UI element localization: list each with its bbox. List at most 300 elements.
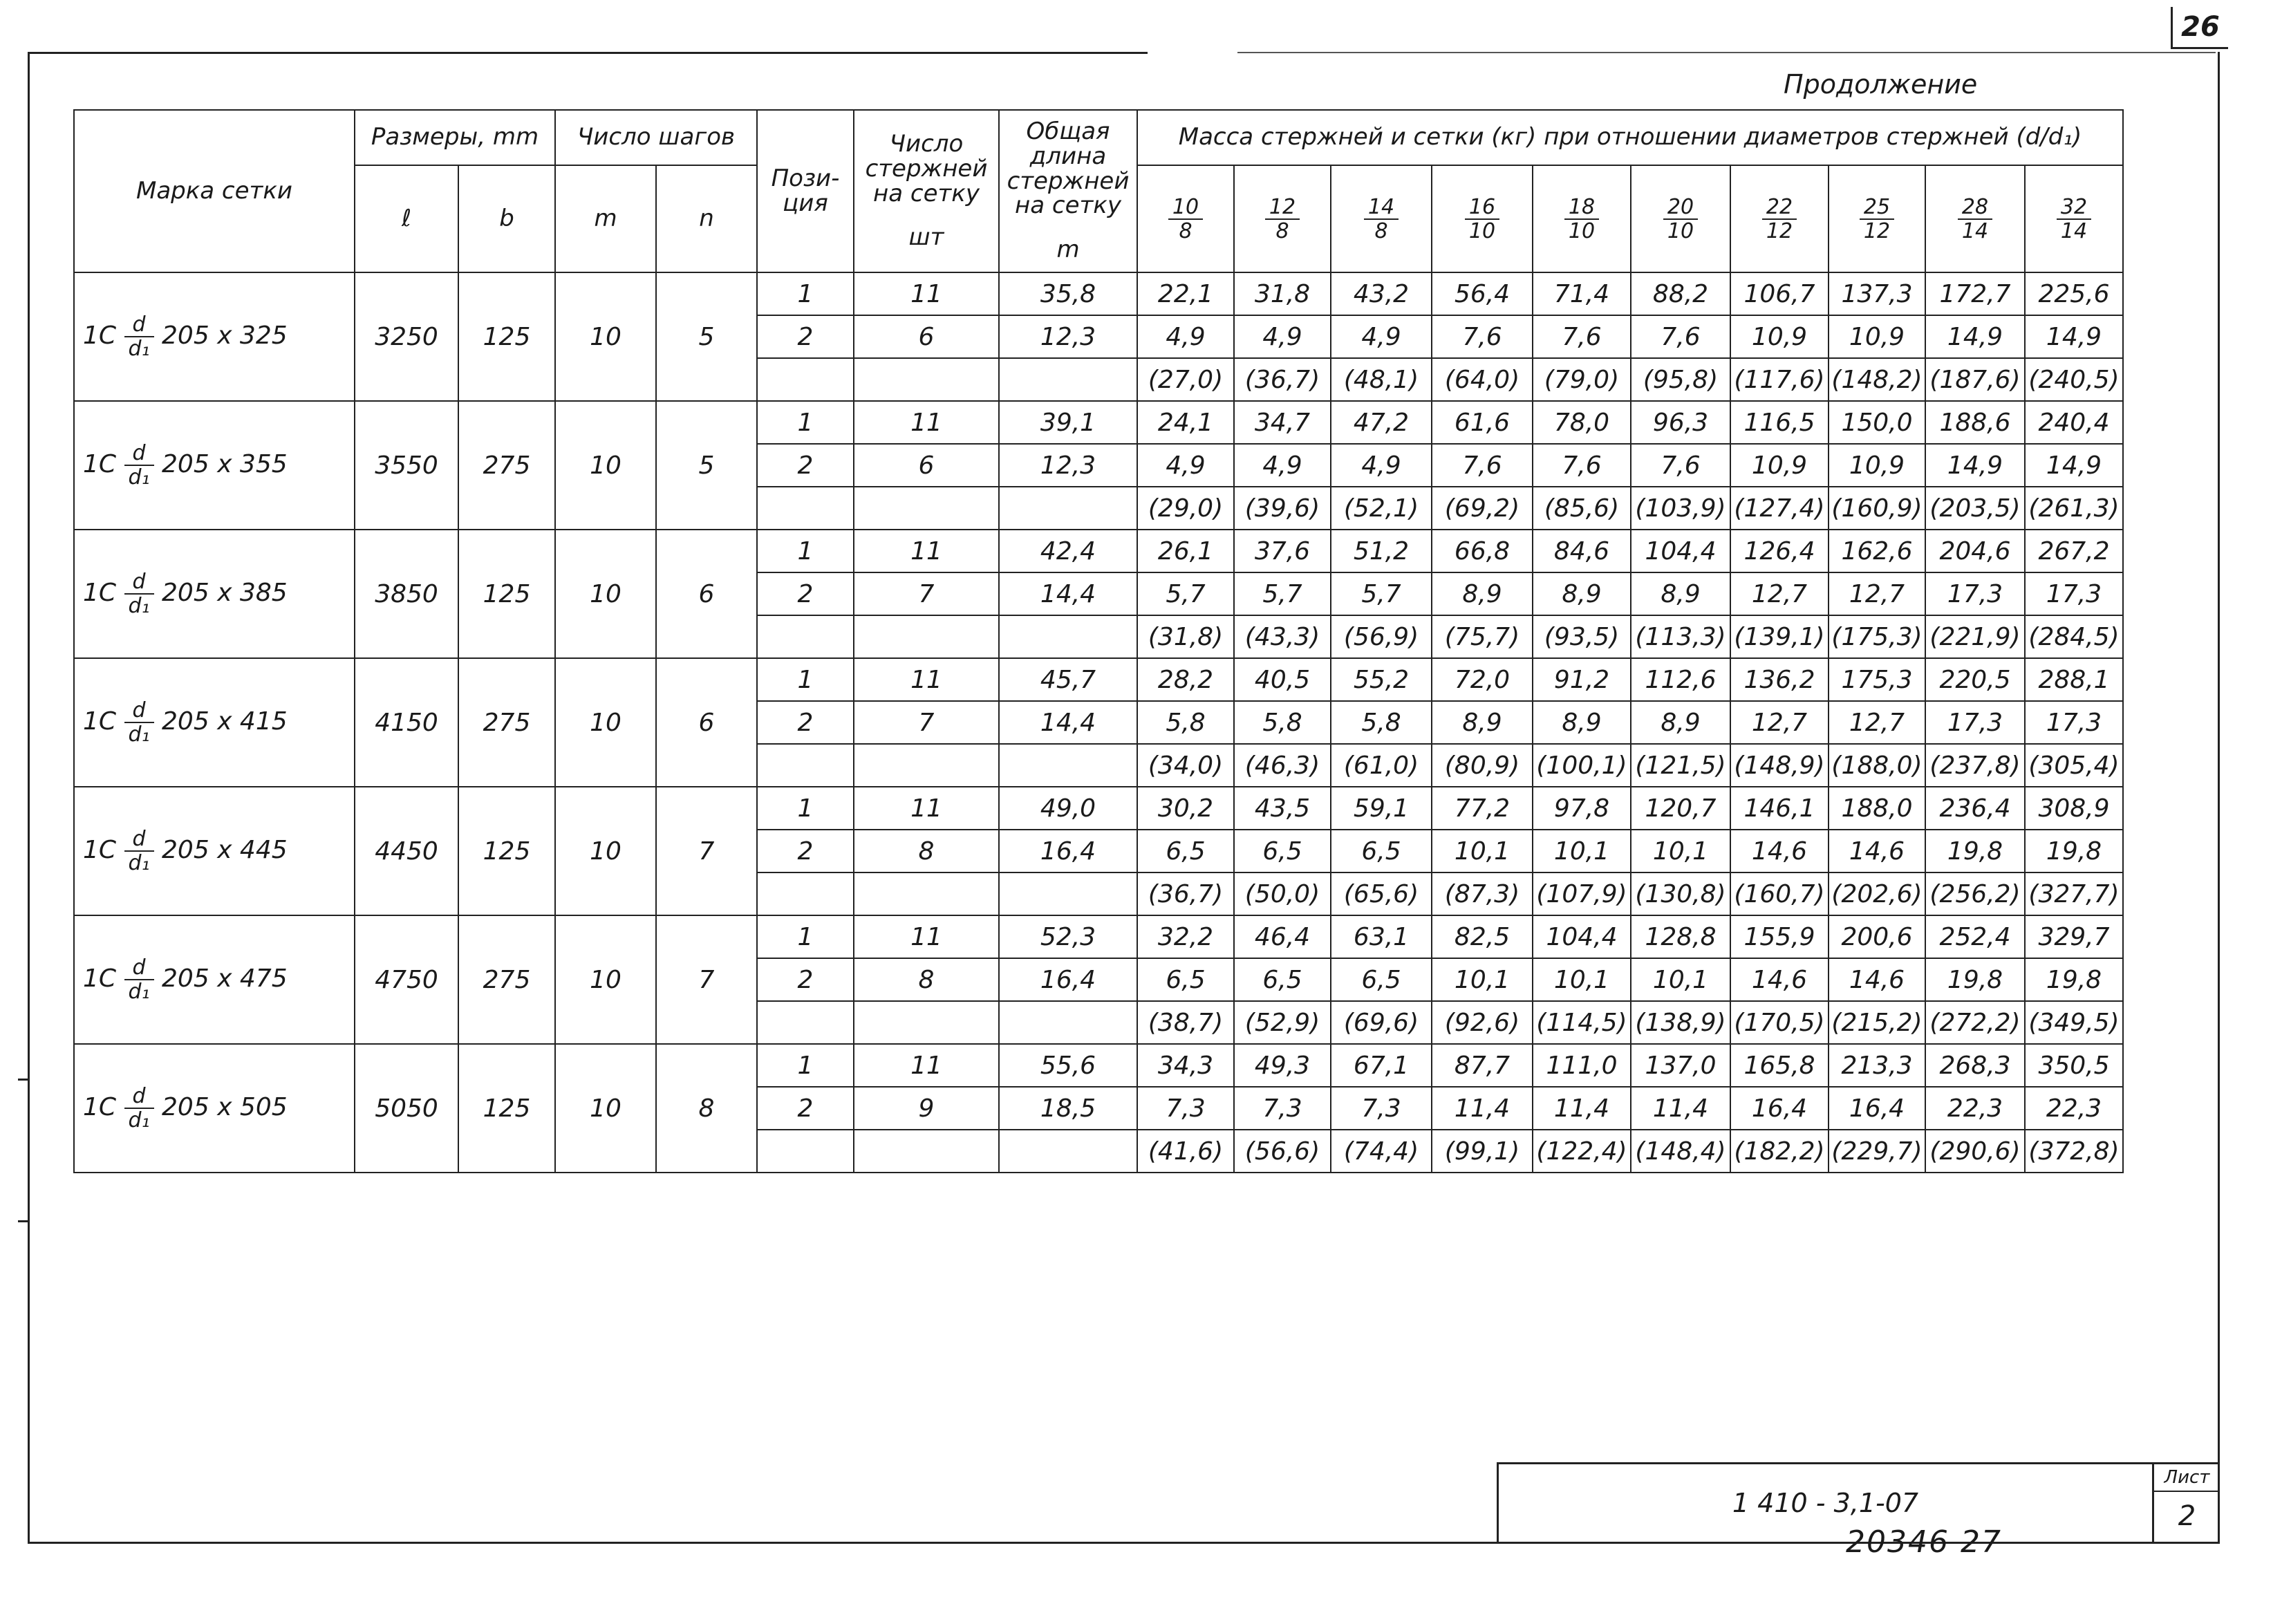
mass-cell: 104,4: [1533, 915, 1631, 958]
bars-count-cell: 8: [854, 958, 999, 1001]
sheet-label: Лист: [2154, 1464, 2220, 1492]
mass-cell: 91,2: [1533, 658, 1631, 701]
mesh-mass-cell: (61,0): [1331, 744, 1432, 787]
mass-cell: 26,1: [1137, 530, 1234, 572]
mark-size: 205 x 415: [162, 707, 288, 736]
mark-fraction-numerator: d: [124, 699, 154, 723]
mark-fraction-numerator: d: [124, 442, 154, 466]
mass-cell: 30,2: [1137, 787, 1234, 830]
mesh-mass-cell: (188,0): [1829, 744, 1925, 787]
header-ratio: [1137, 165, 1234, 272]
mass-cell: 7,3: [1137, 1087, 1234, 1130]
mesh-mass-cell: (122,4): [1533, 1130, 1631, 1173]
dim-b: 275: [458, 658, 555, 787]
table-row: [74, 915, 2123, 958]
header-total-length: [999, 110, 1137, 272]
total-length-cell: 39,1: [999, 401, 1137, 444]
mass-cell: 14,9: [2025, 444, 2123, 487]
total-length-cell: 49,0: [999, 787, 1137, 830]
mesh-mass-cell: (43,3): [1234, 615, 1331, 658]
mass-cell: 6,5: [1137, 958, 1234, 1001]
position-cell: [757, 615, 854, 658]
table-body: [74, 272, 2123, 1173]
mark-fraction-denominator: d₁: [128, 722, 150, 747]
position-cell: 2: [757, 1087, 854, 1130]
mesh-mass-cell: (175,3): [1829, 615, 1925, 658]
mass-cell: 14,6: [1829, 958, 1925, 1001]
mass-cell: 4,9: [1331, 444, 1432, 487]
bars-count-cell: 11: [854, 401, 999, 444]
ratio-fraction-denominator: 10: [1568, 218, 1596, 243]
mass-cell: 128,8: [1631, 915, 1730, 958]
dim-n: 8: [656, 1044, 757, 1173]
ratio-fraction-denominator: 14: [2060, 218, 2088, 243]
mass-cell: 4,9: [1234, 444, 1331, 487]
table-row: [74, 530, 2123, 572]
total-length-cell: [999, 872, 1137, 915]
mesh-mass-cell: (103,9): [1631, 487, 1730, 530]
mark-size: 205 x 445: [162, 836, 288, 864]
mass-cell: 7,6: [1631, 444, 1730, 487]
mass-cell: 24,1: [1137, 401, 1234, 444]
mass-cell: 12,7: [1730, 572, 1829, 615]
mass-cell: 22,3: [1925, 1087, 2025, 1130]
document-code: 1 410 - 3,1-07: [1732, 1488, 1919, 1518]
mark-fraction: [124, 570, 154, 617]
mark-prefix: 1С: [83, 321, 117, 350]
mesh-mass-cell: (148,2): [1829, 358, 1925, 401]
mark-prefix: 1С: [83, 450, 117, 478]
mark-size: 205 x 325: [162, 321, 288, 350]
mark-prefix: 1С: [83, 836, 117, 864]
mark-fraction-denominator: d₁: [128, 337, 150, 361]
total-length-cell: 18,5: [999, 1087, 1137, 1130]
dim-l: 4750: [355, 915, 458, 1044]
mesh-mass-cell: (27,0): [1137, 358, 1234, 401]
ratio-fraction: [1364, 196, 1399, 243]
total-length-cell: 16,4: [999, 958, 1137, 1001]
header-ratio: [1234, 165, 1331, 272]
mesh-mass-cell: (290,6): [1925, 1130, 2025, 1173]
margin-tick: [18, 1220, 28, 1222]
mass-cell: 46,4: [1234, 915, 1331, 958]
dim-m: 10: [555, 787, 656, 915]
dim-l: 4450: [355, 787, 458, 915]
mass-cell: 12,7: [1829, 701, 1925, 744]
position-cell: 2: [757, 701, 854, 744]
header-position: Пози- ция: [757, 110, 854, 272]
mass-cell: 136,2: [1730, 658, 1829, 701]
mass-cell: 137,0: [1631, 1044, 1730, 1087]
mesh-mass-cell: (138,9): [1631, 1001, 1730, 1044]
mark-fraction: [124, 956, 154, 1003]
ratio-fraction: [1958, 196, 1992, 243]
ratio-fraction-denominator: 12: [1766, 218, 1793, 243]
dim-n: 6: [656, 658, 757, 787]
dim-m: 10: [555, 658, 656, 787]
dim-b: 125: [458, 530, 555, 658]
mesh-mass-cell: (215,2): [1829, 1001, 1925, 1044]
dim-l: 3250: [355, 272, 458, 401]
mass-cell: 200,6: [1829, 915, 1925, 958]
mark-size: 205 x 505: [162, 1093, 288, 1121]
mass-cell: 4,9: [1137, 315, 1234, 358]
bars-count-cell: [854, 615, 999, 658]
mass-cell: 22,3: [2025, 1087, 2123, 1130]
mass-cell: 16,4: [1730, 1087, 1829, 1130]
bars-count-cell: 11: [854, 658, 999, 701]
header-total-length-label: Общая длина стержней на сетку: [1007, 118, 1130, 220]
total-length-cell: 55,6: [999, 1044, 1137, 1087]
mark-fraction-denominator: d₁: [128, 1108, 150, 1132]
mesh-mass-cell: (74,4): [1331, 1130, 1432, 1173]
mass-cell: 137,3: [1829, 272, 1925, 315]
header-ratio: [1730, 165, 1829, 272]
ratio-fraction-numerator: 10: [1168, 196, 1203, 220]
dim-l: 4150: [355, 658, 458, 787]
position-cell: 2: [757, 444, 854, 487]
ratio-fraction-numerator: 22: [1762, 196, 1797, 220]
mesh-mass-cell: (139,1): [1730, 615, 1829, 658]
mass-cell: 252,4: [1925, 915, 2025, 958]
mark-fraction: [124, 699, 154, 746]
position-cell: [757, 872, 854, 915]
mass-cell: 288,1: [2025, 658, 2123, 701]
mass-cell: 7,3: [1331, 1087, 1432, 1130]
bars-count-cell: [854, 744, 999, 787]
mass-cell: 7,6: [1432, 444, 1533, 487]
header-size-b: b: [458, 165, 555, 272]
mass-cell: 10,9: [1829, 315, 1925, 358]
ratio-fraction-numerator: 20: [1663, 196, 1698, 220]
ratio-fraction: [1860, 196, 1894, 243]
mesh-mass-cell: (182,2): [1730, 1130, 1829, 1173]
mass-cell: 63,1: [1331, 915, 1432, 958]
mass-cell: 14,9: [1925, 444, 2025, 487]
mesh-mass-cell: (69,2): [1432, 487, 1533, 530]
mesh-mass-cell: (79,0): [1533, 358, 1631, 401]
mesh-mass-cell: (52,1): [1331, 487, 1432, 530]
mass-cell: 7,3: [1234, 1087, 1331, 1130]
mesh-mass-cell: (114,5): [1533, 1001, 1631, 1044]
ratio-fraction-numerator: 16: [1465, 196, 1499, 220]
mass-cell: 8,9: [1631, 572, 1730, 615]
mass-cell: 6,5: [1234, 958, 1331, 1001]
mass-cell: 84,6: [1533, 530, 1631, 572]
mass-cell: 5,8: [1234, 701, 1331, 744]
ratio-fraction-denominator: 10: [1468, 218, 1496, 243]
mass-cell: 56,4: [1432, 272, 1533, 315]
mass-cell: 146,1: [1730, 787, 1829, 830]
mark-fraction-numerator: d: [124, 570, 154, 595]
mass-cell: 7,6: [1631, 315, 1730, 358]
mass-cell: 12,7: [1829, 572, 1925, 615]
total-length-cell: 14,4: [999, 701, 1137, 744]
total-length-cell: 35,8: [999, 272, 1137, 315]
mass-cell: 155,9: [1730, 915, 1829, 958]
total-length-cell: 42,4: [999, 530, 1137, 572]
mass-cell: 5,7: [1234, 572, 1331, 615]
header-mark: Марка сетки: [74, 110, 355, 272]
total-length-cell: 16,4: [999, 830, 1137, 872]
header-bars-count-label: Число стержней на сетку: [865, 130, 988, 207]
dim-b: 275: [458, 401, 555, 530]
position-cell: 1: [757, 915, 854, 958]
mesh-mass-cell: (95,8): [1631, 358, 1730, 401]
total-length-cell: 45,7: [999, 658, 1137, 701]
mass-cell: 88,2: [1631, 272, 1730, 315]
mass-cell: 104,4: [1631, 530, 1730, 572]
mass-cell: 55,2: [1331, 658, 1432, 701]
mark-fraction-denominator: d₁: [128, 465, 150, 489]
mass-cell: 51,2: [1331, 530, 1432, 572]
mesh-mass-cell: (36,7): [1234, 358, 1331, 401]
mass-cell: 49,3: [1234, 1044, 1331, 1087]
mesh-mass-cell: (41,6): [1137, 1130, 1234, 1173]
mesh-mass-cell: (46,3): [1234, 744, 1331, 787]
mass-cell: 40,5: [1234, 658, 1331, 701]
mark-cell: [74, 401, 355, 530]
ratio-fraction-denominator: 8: [1179, 218, 1193, 243]
header-ratio: [2025, 165, 2123, 272]
mark-prefix: 1С: [83, 964, 117, 993]
dim-m: 10: [555, 401, 656, 530]
position-cell: 2: [757, 315, 854, 358]
mass-cell: 165,8: [1730, 1044, 1829, 1087]
mass-cell: 17,3: [2025, 572, 2123, 615]
total-length-cell: 14,4: [999, 572, 1137, 615]
dim-b: 125: [458, 272, 555, 401]
mesh-mass-cell: (34,0): [1137, 744, 1234, 787]
mass-cell: 112,6: [1631, 658, 1730, 701]
mass-cell: 12,7: [1730, 701, 1829, 744]
mass-cell: 61,6: [1432, 401, 1533, 444]
mesh-mass-cell: (261,3): [2025, 487, 2123, 530]
mass-cell: 6,5: [1331, 958, 1432, 1001]
mass-cell: 66,8: [1432, 530, 1533, 572]
sheet-page: 2: [2178, 1500, 2196, 1532]
mass-cell: 308,9: [2025, 787, 2123, 830]
mass-cell: 4,9: [1137, 444, 1234, 487]
dim-n: 5: [656, 272, 757, 401]
header-ratio: [1925, 165, 2025, 272]
mark-fraction: [124, 1085, 154, 1132]
ratio-fraction: [1762, 196, 1797, 243]
mass-cell: 16,4: [1829, 1087, 1925, 1130]
mesh-mass-cell: (372,8): [2025, 1130, 2123, 1173]
mass-cell: 7,6: [1432, 315, 1533, 358]
mark-fraction-denominator: d₁: [128, 594, 150, 618]
ratio-fraction-numerator: 18: [1564, 196, 1599, 220]
mass-cell: 268,3: [1925, 1044, 2025, 1087]
dim-n: 7: [656, 787, 757, 915]
dim-m: 10: [555, 915, 656, 1044]
mesh-mass-cell: (160,9): [1829, 487, 1925, 530]
mass-cell: 19,8: [2025, 830, 2123, 872]
ratio-fraction-denominator: 14: [1961, 218, 1989, 243]
position-cell: 1: [757, 530, 854, 572]
mark-cell: [74, 1044, 355, 1173]
ratio-fraction: [1465, 196, 1499, 243]
mark-fraction-numerator: d: [124, 313, 154, 337]
total-length-cell: 12,3: [999, 315, 1137, 358]
table-row: [74, 658, 2123, 701]
mass-cell: 10,1: [1432, 830, 1533, 872]
mesh-mass-cell: (237,8): [1925, 744, 2025, 787]
mesh-mass-cell: (56,9): [1331, 615, 1432, 658]
dim-l: 3850: [355, 530, 458, 658]
mass-cell: 87,7: [1432, 1044, 1533, 1087]
mesh-mass-cell: (75,7): [1432, 615, 1533, 658]
mass-cell: 32,2: [1137, 915, 1234, 958]
bars-count-cell: 7: [854, 572, 999, 615]
mesh-mass-cell: (92,6): [1432, 1001, 1533, 1044]
mesh-mass-cell: (327,7): [2025, 872, 2123, 915]
dim-m: 10: [555, 272, 656, 401]
dim-b: 125: [458, 787, 555, 915]
mass-cell: 188,6: [1925, 401, 2025, 444]
mark-fraction-denominator: d₁: [128, 851, 150, 875]
mass-cell: 204,6: [1925, 530, 2025, 572]
table-row: [74, 401, 2123, 444]
dim-n: 7: [656, 915, 757, 1044]
header-step-n: n: [656, 165, 757, 272]
mass-cell: 14,9: [1925, 315, 2025, 358]
position-cell: 1: [757, 401, 854, 444]
mass-cell: 11,4: [1631, 1087, 1730, 1130]
bars-count-cell: [854, 1130, 999, 1173]
mass-cell: 31,8: [1234, 272, 1331, 315]
mass-cell: 126,4: [1730, 530, 1829, 572]
mesh-mass-cell: (93,5): [1533, 615, 1631, 658]
header-size-l: ℓ: [355, 165, 458, 272]
mass-cell: 8,9: [1533, 572, 1631, 615]
mesh-mass-cell: (36,7): [1137, 872, 1234, 915]
header-step-m: m: [555, 165, 656, 272]
table-row: [74, 1044, 2123, 1087]
mesh-mass-cell: (284,5): [2025, 615, 2123, 658]
mass-cell: 8,9: [1432, 572, 1533, 615]
position-cell: 1: [757, 787, 854, 830]
position-cell: 2: [757, 958, 854, 1001]
mesh-mass-cell: (130,8): [1631, 872, 1730, 915]
mesh-mass-cell: (100,1): [1533, 744, 1631, 787]
mass-cell: 43,5: [1234, 787, 1331, 830]
bars-count-cell: [854, 872, 999, 915]
mesh-mass-cell: (148,4): [1631, 1130, 1730, 1173]
mark-size: 205 x 355: [162, 450, 288, 478]
bars-count-cell: 9: [854, 1087, 999, 1130]
header-total-length-unit: m: [1056, 236, 1080, 264]
ratio-fraction: [2057, 196, 2091, 243]
bars-count-cell: 6: [854, 444, 999, 487]
mass-cell: 329,7: [2025, 915, 2123, 958]
mesh-mass-cell: (99,1): [1432, 1130, 1533, 1173]
total-length-cell: [999, 1001, 1137, 1044]
bars-count-cell: 6: [854, 315, 999, 358]
bars-count-cell: 11: [854, 915, 999, 958]
mass-cell: 4,9: [1331, 315, 1432, 358]
header-ratio: [1432, 165, 1533, 272]
mass-cell: 82,5: [1432, 915, 1533, 958]
mass-cell: 10,1: [1432, 958, 1533, 1001]
mass-cell: 10,1: [1533, 958, 1631, 1001]
bars-count-cell: [854, 487, 999, 530]
table-header: [74, 110, 2123, 272]
total-length-cell: [999, 744, 1137, 787]
total-length-cell: [999, 1130, 1137, 1173]
dim-n: 6: [656, 530, 757, 658]
mass-cell: 47,2: [1331, 401, 1432, 444]
mesh-mass-cell: (229,7): [1829, 1130, 1925, 1173]
mark-fraction: [124, 828, 154, 875]
mass-cell: 350,5: [2025, 1044, 2123, 1087]
mass-cell: 8,9: [1631, 701, 1730, 744]
bars-count-cell: 11: [854, 787, 999, 830]
dim-l: 5050: [355, 1044, 458, 1173]
mesh-mass-cell: (170,5): [1730, 1001, 1829, 1044]
mass-cell: 240,4: [2025, 401, 2123, 444]
mass-cell: 37,6: [1234, 530, 1331, 572]
continuation-label: Продолжение: [1784, 69, 1978, 100]
mass-cell: 10,1: [1631, 958, 1730, 1001]
mass-cell: 162,6: [1829, 530, 1925, 572]
mark-cell: [74, 658, 355, 787]
position-cell: 1: [757, 272, 854, 315]
mass-cell: 5,8: [1331, 701, 1432, 744]
position-cell: 1: [757, 1044, 854, 1087]
mark-cell: [74, 787, 355, 915]
mass-cell: 19,8: [1925, 958, 2025, 1001]
mass-cell: 10,9: [1730, 315, 1829, 358]
mass-cell: 77,2: [1432, 787, 1533, 830]
ratio-fraction-denominator: 8: [1374, 218, 1388, 243]
mark-fraction: [124, 313, 154, 360]
dim-m: 10: [555, 530, 656, 658]
ratio-fraction-numerator: 32: [2057, 196, 2091, 220]
bars-count-cell: 11: [854, 1044, 999, 1087]
bars-count-cell: [854, 1001, 999, 1044]
mesh-mass-cell: (256,2): [1925, 872, 2025, 915]
mass-cell: 225,6: [2025, 272, 2123, 315]
mesh-mass-cell: (187,6): [1925, 358, 2025, 401]
mesh-mass-cell: (69,6): [1331, 1001, 1432, 1044]
ratio-fraction: [1663, 196, 1698, 243]
mark-prefix: 1С: [83, 1093, 117, 1121]
header-ratio: [1331, 165, 1432, 272]
dim-m: 10: [555, 1044, 656, 1173]
mesh-mass-cell: (48,1): [1331, 358, 1432, 401]
table-row: [74, 787, 2123, 830]
mesh-mass-cell: (50,0): [1234, 872, 1331, 915]
mesh-mass-cell: (56,6): [1234, 1130, 1331, 1173]
mass-cell: 236,4: [1925, 787, 2025, 830]
mesh-mass-cell: (31,8): [1137, 615, 1234, 658]
mass-cell: 10,9: [1730, 444, 1829, 487]
position-cell: [757, 358, 854, 401]
mark-fraction-numerator: d: [124, 828, 154, 852]
mass-cell: 34,3: [1137, 1044, 1234, 1087]
header-ratio: [1533, 165, 1631, 272]
mass-cell: 5,7: [1331, 572, 1432, 615]
mark-fraction-denominator: d₁: [128, 980, 150, 1004]
position-cell: 1: [757, 658, 854, 701]
total-length-cell: 52,3: [999, 915, 1137, 958]
mass-cell: 72,0: [1432, 658, 1533, 701]
bars-count-cell: [854, 358, 999, 401]
bars-count-cell: 7: [854, 701, 999, 744]
mass-cell: 10,9: [1829, 444, 1925, 487]
